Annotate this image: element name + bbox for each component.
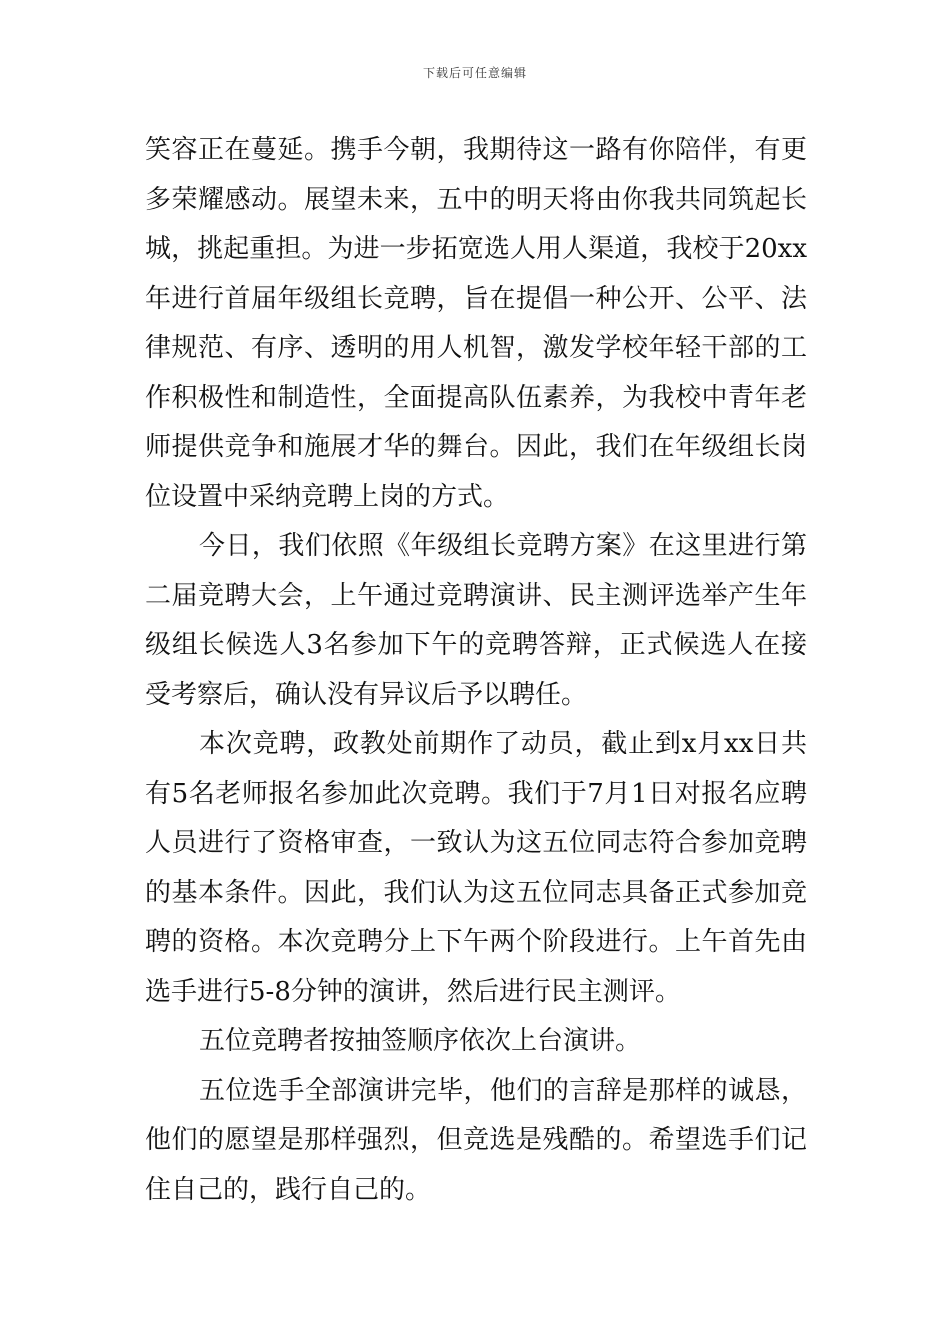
page-header-note: 下载后可任意编辑 bbox=[422, 66, 527, 80]
document-body bbox=[145, 126, 807, 1215]
paragraph-speech-order: 五位竞聘者按抽签顺序依次上台演讲。 bbox=[199, 1026, 642, 1056]
paragraph-continuation: 笑容正在蔓延。携手今朝，我期待这一路有你陪伴，有更多荣耀感动。展望未来，五中的明天将由你我共同筑起长城，挑起重担。为进一步拓宽选人用人渠道，我校于20xx年进行首届年级组长竞聘，旨在提倡一种公开、公平、法律规范、有序、透明的用人机智，激发学校年轻干部的工作积极性和制造性，全面提高队伍素养，为我校中青年老师提供竞争和施展才华的舞台。因此，我们在年级组长岗位设置中采纳竞聘上岗的方式。 bbox=[145, 135, 807, 512]
paragraph-meeting-intro: 今日，我们依照《年级组长竞聘方案》在这里进行第二届竞聘大会，上午通过竞聘演讲、民主测评选举产生年级组长候选人3名参加下午的竞聘答辩，正式候选人在接受考察后，确认没有异议后予以聘任。 bbox=[145, 531, 807, 710]
paragraph-conclusion: 五位选手全部演讲完毕，他们的言辞是那样的诚恳，他们的愿望是那样强烈，但竞选是残酷的。希望选手们记住自己的，践行自己的。 bbox=[145, 1075, 807, 1205]
paragraph-registration: 本次竞聘，政教处前期作了动员，截止到x月xx日共有5名老师报名参加此次竞聘。我们于7月1日对报名应聘人员进行了资格审查，一致认为这五位同志符合参加竞聘的基本条件。因此，我们认为这五位同志具备正式参加竞聘的资格。本次竞聘分上下午两个阶段进行。上午首先由选手进行5-8分钟的演讲，然后进行民主测评。 bbox=[145, 729, 807, 1007]
